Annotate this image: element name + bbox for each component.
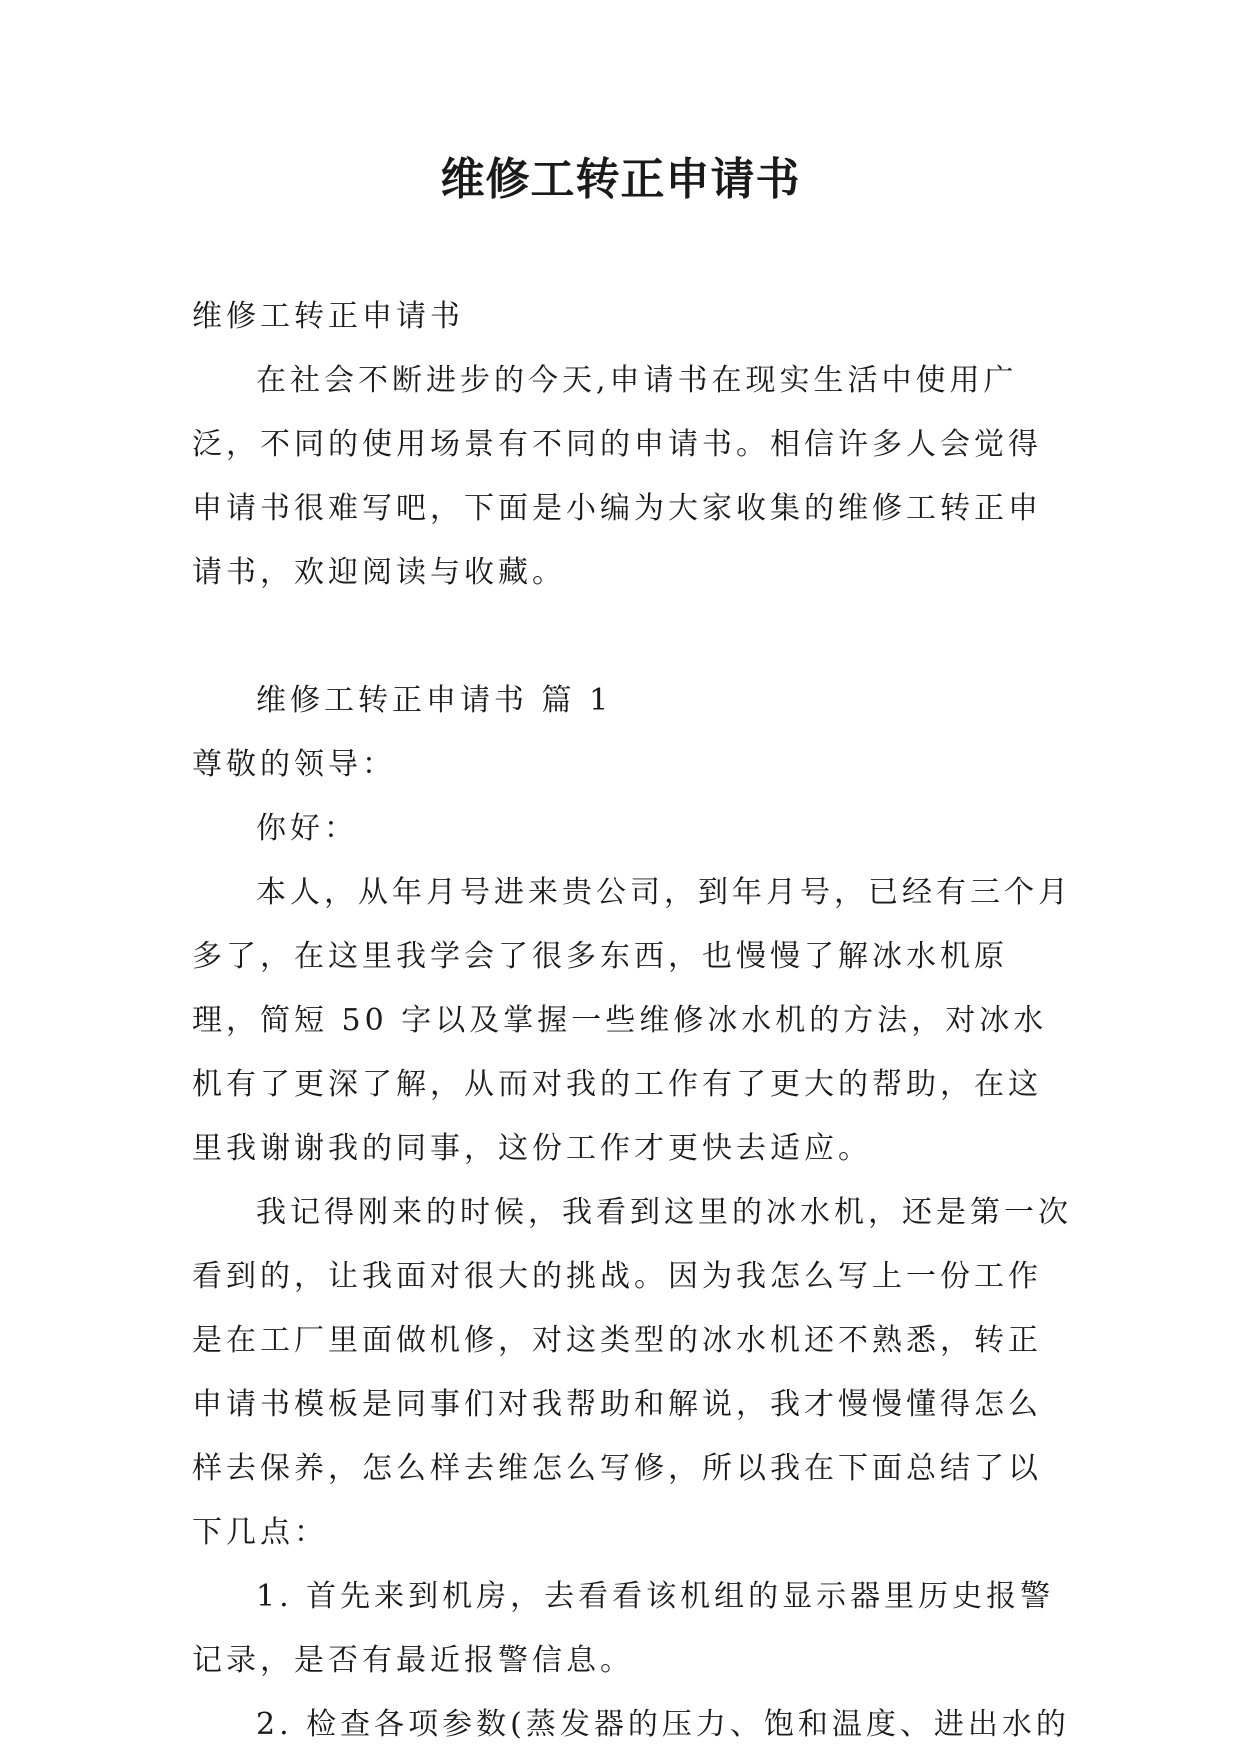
body-paragraph-2: 我记得刚来的时候，我看到这里的冰水机，还是第一次看到的，让我面对很大的挑战。因为我怎么写上一份工作是在工厂里面做机修，对这类型的冰水机还不熟悉，转正申请书模板是同事们对我帮助和解说，我才慢慢懂得怎么样去保养，怎么样去维怎么写修，所以我在下面总结了以下几点： <box>192 1195 1072 1550</box>
document-subtitle: 维修工转正申请书 <box>192 299 464 334</box>
document-body <box>192 285 1072 1757</box>
body-paragraph-1: 本人，从年月号进来贵公司，到年月号，已经有三个月多了，在这里我学会了很多东西，也慢慢了解冰水机原理，简短 50 字以及掌握一些维修冰水机的方法，对冰水机有了更深了解，从而对我的工作有了更大的帮助，在这里我谢谢我的同事，这份工作才更快去适应。 <box>192 875 1072 1166</box>
section-heading: 维修工转正申请书 篇 1 <box>256 683 613 718</box>
list-item-1: 1. 首先来到机房，去看看该机组的显示器里历史报警记录，是否有最近报警信息。 <box>192 1579 1055 1678</box>
greeting: 你好： <box>256 811 358 846</box>
paragraph-gap <box>192 605 1072 669</box>
salutation: 尊敬的领导： <box>192 747 396 782</box>
document-title: 维修工转正申请书 <box>440 154 801 205</box>
list-item-2: 2. 检查各项参数(蒸发器的压力、饱和温度、进出水的 <box>256 1707 1070 1742</box>
intro-paragraph: 在社会不断进步的今天,申请书在现实生活中使用广泛，不同的使用场景有不同的申请书。相信许多人会觉得申请书很难写吧，下面是小编为大家收集的维修工转正申请书，欢迎阅读与收藏。 <box>192 363 1042 590</box>
